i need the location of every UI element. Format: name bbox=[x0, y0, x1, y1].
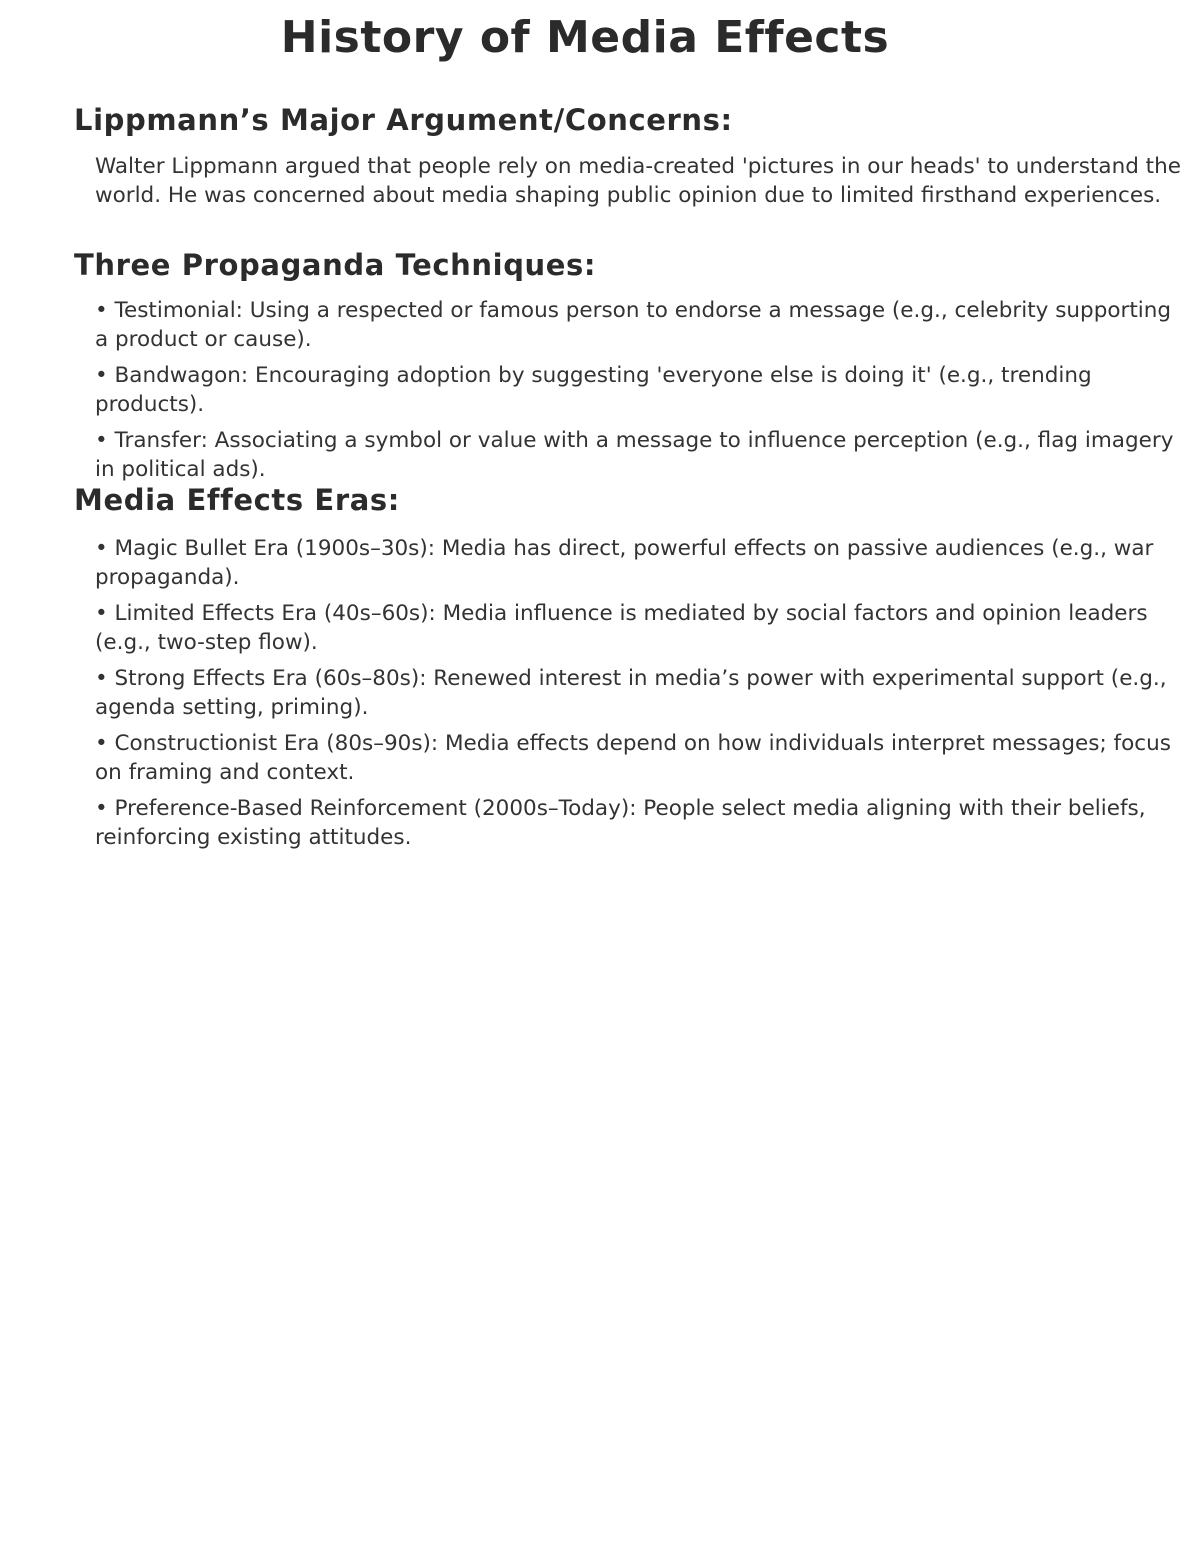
section-heading-lippmann: Lippmann’s Major Argument/Concerns: bbox=[74, 103, 733, 137]
section-heading-propaganda: Three Propaganda Techniques: bbox=[74, 248, 597, 282]
list-item-constructionist: • Constructionist Era (80s–90s): Media effects depend on how individuals interpret messages; focus on framing and context. bbox=[95, 731, 1171, 785]
list-item-preference-based: • Preference-Based Reinforcement (2000s–Today): People select media aligning with their beliefs, reinforcing existing attitudes. bbox=[95, 796, 1146, 850]
lippmann-paragraph: Walter Lippmann argued that people rely on media-created 'pictures in our heads' to understand the world. He was concerned about media shaping public opinion due to limited firsthand experiences. bbox=[95, 154, 1181, 208]
list-item-bandwagon: • Bandwagon: Encouraging adoption by suggesting 'everyone else is doing it' (e.g., trending products). bbox=[95, 363, 1092, 417]
list-item-magic-bullet: • Magic Bullet Era (1900s–30s): Media has direct, powerful effects on passive audiences (e.g., war propaganda). bbox=[95, 536, 1154, 590]
list-item-limited-effects: • Limited Effects Era (40s–60s): Media influence is mediated by social factors and opinion leaders (e.g., two-step flow). bbox=[95, 601, 1148, 655]
propaganda-techniques-list bbox=[95, 296, 1180, 491]
list-item-transfer: • Transfer: Associating a symbol or value with a message to influence perception (e.g., flag imagery in political ads). bbox=[95, 428, 1174, 482]
section-heading-eras: Media Effects Eras: bbox=[74, 483, 400, 517]
document-title: History of Media Effects bbox=[280, 12, 890, 63]
list-item-strong-effects: • Strong Effects Era (60s–80s): Renewed interest in media’s power with experimental support (e.g., agenda setting, priming). bbox=[95, 666, 1167, 720]
list-item-testimonial: • Testimonial: Using a respected or famous person to endorse a message (e.g., celebrity supporting a product or cause). bbox=[95, 298, 1172, 352]
media-effects-eras-list bbox=[95, 534, 1180, 859]
